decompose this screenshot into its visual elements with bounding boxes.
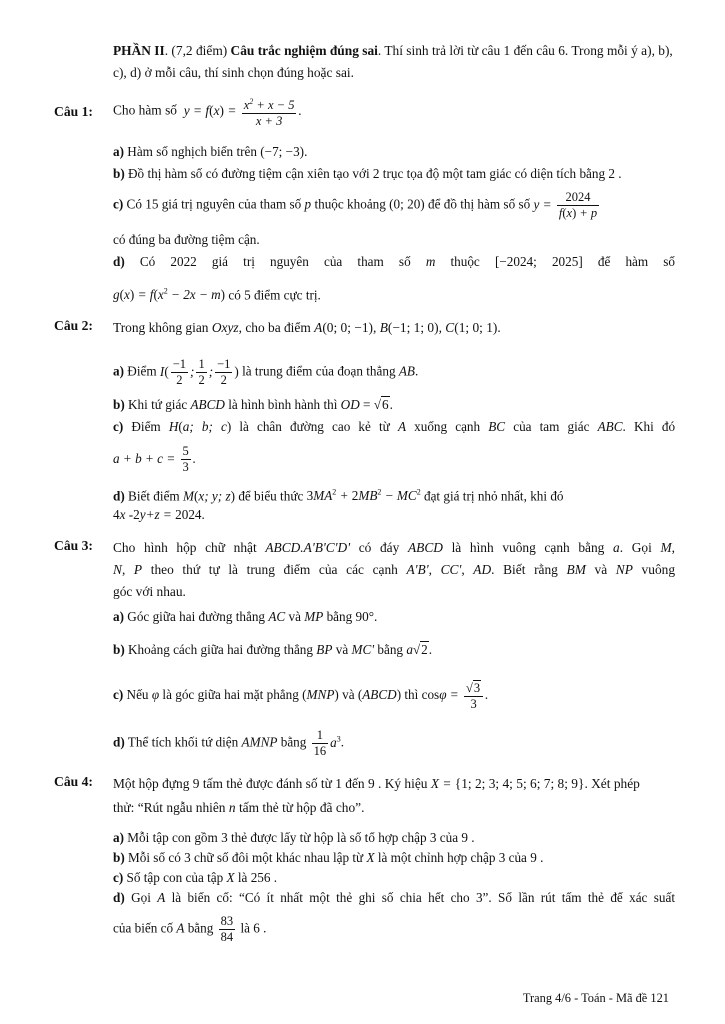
- q2-stem1: Trong không gian: [113, 320, 209, 335]
- q1-item-b: [113, 163, 675, 185]
- q4-stem-line2: [113, 797, 675, 819]
- q2-c-h: H(a; b; c): [168, 419, 232, 434]
- q4-set: X = {1; 2; 3; 4; 5; 6; 7; 8; 9}: [430, 776, 585, 791]
- q3-d-vol: $\frac{1}{16}$ $a^3$: [313, 728, 341, 758]
- q2-item-d-cont: 4x -2y+z = 2024.: [113, 507, 205, 522]
- q2-d-m: M(x; y; z): [182, 488, 236, 504]
- q2-b-text2: là hình bình hành thì: [228, 397, 338, 412]
- q4-b-x: X: [366, 850, 375, 865]
- q2-stem: Trong không gian Oxyz, cho ba điểm A(0; 0; −1), B(−1; 1; 0), C(1; 0; 1).: [113, 320, 501, 335]
- q1-d-text4: có 5 điểm cực trị.: [228, 287, 321, 303]
- q4-item-b: [113, 847, 675, 869]
- q2-a-label: a): [113, 363, 124, 379]
- q4-d-text5: là 6 .: [240, 920, 267, 936]
- q1-item-c-cont: [113, 229, 675, 251]
- q3-stem8: vuông: [641, 562, 676, 577]
- q1-item-d-cont: [113, 281, 675, 306]
- q3-a-text2: và: [288, 609, 301, 624]
- q4-c-label: c): [113, 870, 124, 885]
- q3-a-angle: 90°: [355, 609, 374, 624]
- q4-stem-line1: [113, 773, 675, 795]
- q2-c-abc: ABC: [597, 419, 623, 434]
- q2-d-text3: đạt giá trị nhỏ nhất, khi đó: [423, 488, 564, 504]
- q1-c-label: c): [113, 196, 124, 212]
- q1-c-text1: Có 15 giá trị nguyên của tham số: [126, 196, 302, 212]
- q3-b-text3: bằng: [377, 642, 404, 657]
- q1-a-math: (−7; −3): [260, 144, 305, 159]
- q3-d-amnp: AMNP: [241, 734, 278, 750]
- q1-b-label: b): [113, 166, 125, 181]
- q1-c-fraction: $\frac{2024}{f(x) + p}$: [558, 190, 598, 220]
- q1-c-text3: để đồ thị hàm số số: [427, 196, 531, 212]
- q4-d-text3: của biến cố: [113, 920, 174, 936]
- q3-b-text1: Khoảng cách giữa hai đường thẳng: [128, 642, 313, 657]
- q4-c-text2: là 256 .: [237, 870, 278, 885]
- q1-b-text: Đồ thị hàm số có đường tiệm cận xiên tạo với 2 trục tọa độ một tam giác có diện tích bằng 2 .: [128, 166, 622, 181]
- q4-b-text2: là một chỉnh hợp chập 3 của 9 .: [377, 850, 544, 865]
- q2-d-eq: 4x -2y+z = 2024: [113, 507, 202, 522]
- q1-c-text2: thuộc khoảng: [314, 196, 386, 212]
- q3-stem6: . Biết rằng: [491, 562, 558, 577]
- q2-item-b: b) Khi tứ giác ABCD là hình bình hành thì OD = √6.: [113, 397, 393, 412]
- q3-edges: A'B': [406, 562, 429, 577]
- q2-points: A(0; 0; −1), B(−1; 1; 0), C(1; 0; 1): [314, 320, 498, 335]
- q1-d-text2: thuộc: [450, 254, 480, 269]
- q2-a-point: I( $\frac{-1}{2}$ ; $\frac{1}{2}$ ; $\frac{-1}{2}$ ): [159, 357, 239, 387]
- q4-item-c: [113, 867, 675, 889]
- q3-a-label: a): [113, 609, 124, 624]
- q4-c-text1: Số tập con của tập: [126, 870, 224, 885]
- q2-c-bc: BC: [488, 419, 506, 434]
- q3-item-c: [113, 680, 675, 712]
- part-title: Câu trắc nghiệm đúng sai: [230, 43, 378, 58]
- q1-item-c: [113, 190, 675, 221]
- q3-bm: BM: [566, 562, 586, 577]
- q1-d-interval: [−2024; 2025]: [494, 254, 583, 269]
- q2-item-c-cont: [113, 444, 675, 475]
- q4-d-text4: bằng: [187, 920, 214, 936]
- q4-d-a: A: [157, 890, 166, 905]
- q4-item-a: [113, 827, 675, 849]
- q2-b-od: OD = √6: [340, 397, 389, 412]
- q3-b-text2: và: [335, 642, 349, 657]
- q3-stem1: Cho hình hộp chữ nhật: [113, 540, 257, 555]
- q3-stem4: . Gọi: [619, 540, 652, 555]
- q2-a-text2: là trung điểm của đoạn thẳng: [242, 363, 396, 379]
- q2-item-c: [113, 416, 675, 438]
- q3-stem-line2: N, P theo thứ tự là trung điểm của các cạnh A'B', CC', AD. Biết rằng BM và NP vuông: [113, 562, 676, 577]
- q1-c-p: p: [304, 196, 312, 212]
- q4-d-text1: Gọi: [131, 890, 151, 905]
- q3-stem2: có đáy: [358, 540, 400, 555]
- q2-d-expr: $3MA^2 + 2MB^2 - MC^2$: [306, 488, 421, 504]
- q4-n: n: [228, 800, 236, 815]
- q1-d-label: d): [113, 254, 125, 269]
- q3-c-cos: cosφ = $\frac{√3}{3}$ .: [421, 681, 489, 711]
- q4-item-d-cont: [113, 914, 675, 945]
- part-intro: [113, 40, 673, 84]
- q3-b-mc: MC': [351, 642, 375, 657]
- q3-item-d: d) Thể tích khối tứ diện AMNP bằng $\frac{1}{16}$ $a^3$.: [113, 728, 345, 758]
- q3-stem-line1: Cho hình hộp chữ nhật ABCD.A'B'C'D' có đáy ABCD là hình vuông cạnh bằng a. Gọi M,: [113, 540, 675, 555]
- q1-d-text3: để hàm số: [597, 254, 676, 269]
- q1-item-d: [113, 251, 675, 273]
- q3-a-text3: bằng: [326, 609, 353, 624]
- q2-d-label: d): [113, 488, 125, 504]
- q4-d-a2: A: [176, 920, 185, 936]
- q4-label: Câu 4:: [54, 774, 93, 789]
- q4-d-label: d): [113, 890, 125, 905]
- q3-item-a: a) Góc giữa hai đường thẳng AC và MP bằng 90°.: [113, 609, 378, 624]
- q1-a-label: a): [113, 144, 124, 159]
- q1-stem-text: Cho hàm số: [113, 102, 177, 118]
- q2-c-text5: . Khi đó: [622, 419, 676, 434]
- q3-stem3: là hình vuông cạnh bằng: [451, 540, 605, 555]
- q3-c-text4: thì: [404, 687, 419, 703]
- q2-d-text2: để biểu thức: [238, 488, 304, 504]
- q4-stem2: . Xét phép: [584, 776, 640, 791]
- q4-d-text2: là biến cố: “Có ít nhất một thẻ ghi số chia hết cho 3”. Số lần rút tấm thẻ để xác suất: [171, 890, 675, 905]
- q2-b-text: Khi tứ giác: [128, 397, 188, 412]
- q2-c-label: c): [113, 419, 124, 434]
- q4-a-text: Mỗi tập con gồm 3 thẻ được lấy từ hộp là số tổ hợp chập 3 của 9 .: [127, 830, 475, 845]
- q4-stem3: thử: “Rút ngẫu nhiên: [113, 800, 226, 815]
- q3-stem7: và: [594, 562, 608, 577]
- q3-c-text1: Nếu: [126, 687, 149, 703]
- q1-label: Câu 1:: [54, 104, 93, 119]
- q1-d-m: m: [425, 254, 436, 269]
- q4-c-x: X: [226, 870, 235, 885]
- q3-b-label: b): [113, 642, 125, 657]
- q3-c-label: c): [113, 687, 124, 703]
- q4-d-prob: $\frac{83}{84}$: [220, 914, 234, 944]
- q4-stem1: Một hộp đựng 9 tấm thẻ được đánh số từ 1 đến 9 . Ký hiệu: [113, 776, 428, 791]
- q4-stem4: tấm thẻ từ hộp đã cho”.: [238, 800, 365, 815]
- part-desc: . Thí sinh trả lời từ câu 1 đến câu 6. Trong mỗi ý a), b), c), d) ở mỗi câu, thí sinh chọn đúng hoặc sai.: [113, 43, 673, 80]
- q3-stem5: theo thứ tự là trung điểm của các cạnh: [150, 562, 398, 577]
- part-label: PHẦN II: [113, 43, 165, 58]
- q3-c-abcd: (ABCD): [357, 687, 402, 703]
- q3-d-text2: bằng: [280, 734, 307, 750]
- q3-c-phi: φ: [151, 687, 160, 703]
- q3-c-mnp: (MNP): [302, 687, 339, 703]
- q3-c-text3: và: [342, 687, 355, 703]
- q3-c-text2: là góc giữa hai mặt phẳng: [162, 687, 299, 703]
- q3-a-ac: AC: [268, 609, 286, 624]
- q1-d-text1: Có 2022 giá trị nguyên của tham số: [139, 254, 411, 269]
- q2-oxyz: Oxyz: [211, 320, 239, 335]
- q3-d-text1: Thể tích khối tứ diện: [127, 734, 239, 750]
- q2-c-text2: là chân đường cao kẻ từ: [239, 419, 390, 434]
- q4-item-d: [113, 887, 675, 909]
- q2-c-sum: a + b + c = $\frac{5}{3}$ .: [113, 444, 197, 474]
- q2-c-text3: xuống cạnh: [414, 419, 481, 434]
- q1-function-fraction: $\frac{x^2 + x - 5}{x + 3}$: [242, 94, 297, 129]
- q3-d-label: d): [113, 734, 125, 750]
- q1-d-function: $g(x) = f(x^2 - 2x - m)$: [113, 287, 226, 303]
- q2-a-text1: Điểm: [127, 363, 157, 379]
- q3-box: ABCD.A'B'C'D': [265, 540, 351, 555]
- q1-c-text4: có đúng ba đường tiệm cận.: [113, 232, 260, 247]
- q3-a-text1: Góc giữa hai đường thẳng: [127, 609, 266, 624]
- q3-a: a: [613, 540, 620, 555]
- q2-a-ab: AB: [398, 363, 415, 379]
- q2-stem2: , cho ba điểm: [238, 320, 311, 335]
- q1-a-text: Hàm số nghịch biến trên: [127, 144, 257, 159]
- q1-stem: [113, 94, 675, 129]
- q3-base: ABCD: [407, 540, 443, 555]
- q3-b-dist: a√2: [406, 642, 428, 657]
- q2-c-text1: Điểm: [131, 419, 161, 434]
- q1-function: y = f(x) = $\frac{x^2 + x - 5}{x + 3}$ .: [180, 103, 301, 118]
- q3-m: M: [660, 540, 672, 555]
- q3-b-bp: BP: [316, 642, 333, 657]
- q2-label: Câu 2:: [54, 318, 93, 333]
- q2-d-text1: Biết điểm: [128, 488, 180, 504]
- q2-b-label: b): [113, 397, 125, 412]
- q3-label: Câu 3:: [54, 538, 93, 553]
- page-footer: Trang 4/6 - Toán - Mã đề 121: [522, 991, 669, 1005]
- q1-c-function: y = $\frac{2024}{f(x) + p}$: [533, 190, 598, 220]
- q1-item-a: a) Hàm số nghịch biến trên (−7; −3).: [113, 144, 308, 159]
- q2-c-a: A: [397, 419, 406, 434]
- q4-b-label: b): [113, 850, 125, 865]
- q3-np2: NP: [615, 562, 633, 577]
- q3-stem9: góc với nhau.: [113, 584, 186, 599]
- q1-c-interval: (0; 20): [389, 196, 425, 212]
- q3-stem-line3: [113, 581, 675, 603]
- q2-c-text4: của tam giác: [513, 419, 590, 434]
- part-points: . (7,2 điểm): [164, 43, 231, 58]
- q4-b-text1: Mỗi số có 3 chữ số đôi một khác nhau lập từ: [128, 850, 364, 865]
- q2-item-a: a) Điểm I( $\frac{-1}{2}$ ; $\frac{1}{2}$ ; $\frac{-1}{2}$ ) là trung điểm của đoạn thẳng AB.: [113, 357, 419, 387]
- q3-item-b: b) Khoảng cách giữa hai đường thẳng BP và MC' bằng a√2.: [113, 642, 433, 657]
- q3-np: N: [113, 562, 122, 577]
- q4-a-label: a): [113, 830, 124, 845]
- q3-a-mp: MP: [304, 609, 324, 624]
- q2-b-abcd: ABCD: [190, 397, 225, 412]
